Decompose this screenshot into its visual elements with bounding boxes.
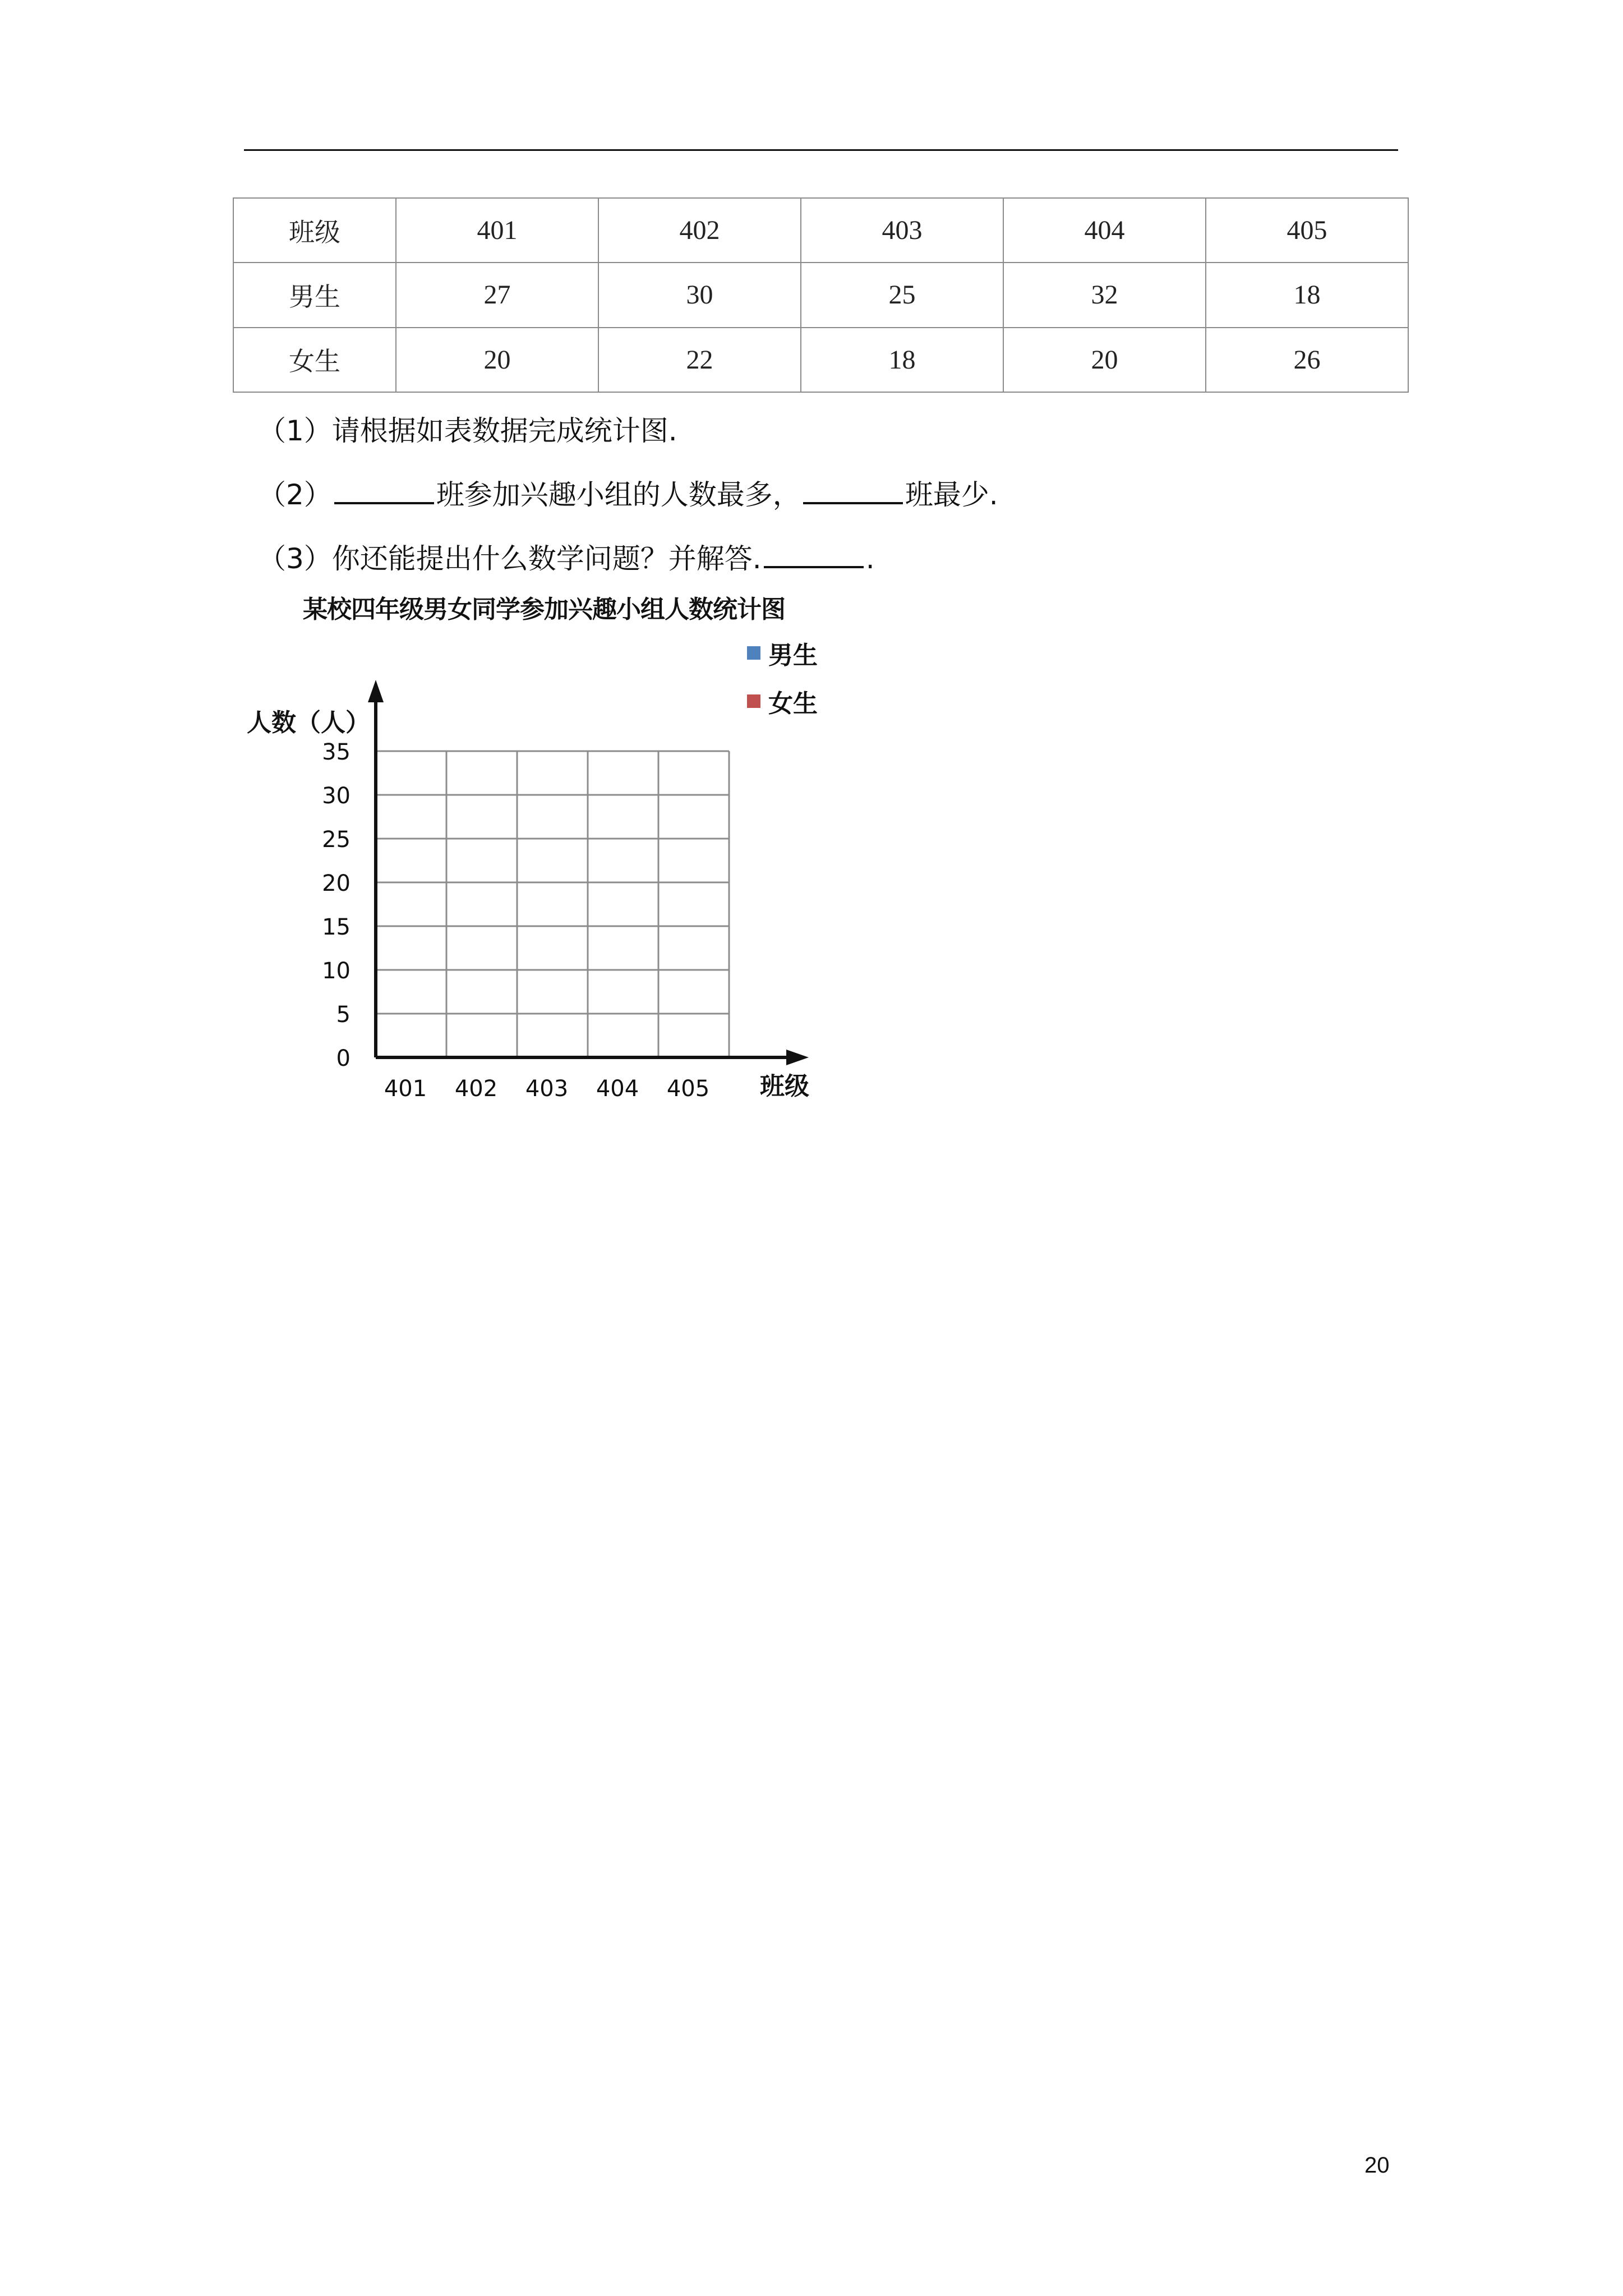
y-tick-labels bbox=[322, 739, 351, 1071]
table-cell: 20 bbox=[1003, 328, 1206, 392]
y-tick-label: 20 bbox=[322, 871, 351, 896]
question-2-middle: 班参加兴趣小组的人数最多， bbox=[436, 478, 801, 511]
x-tick-labels bbox=[384, 1076, 709, 1102]
y-axis-arrow-icon bbox=[368, 680, 384, 702]
x-tick-label: 404 bbox=[596, 1076, 639, 1102]
table-cell: 女生 bbox=[233, 328, 396, 392]
question-2-suffix: 班最少. bbox=[905, 478, 998, 511]
table-cell: 401 bbox=[396, 198, 598, 263]
x-axis-arrow-icon bbox=[786, 1050, 809, 1065]
y-tick-label: 30 bbox=[322, 783, 351, 809]
question-3-prefix: （3）你还能提出什么数学问题？并解答. bbox=[258, 542, 762, 575]
legend-label-girls: 女生 bbox=[768, 689, 818, 718]
y-tick-label: 15 bbox=[322, 914, 351, 940]
table-cell: 班级 bbox=[233, 198, 396, 263]
table-cell: 男生 bbox=[233, 263, 396, 327]
chart-title: 某校四年级男女同学参加兴趣小组人数统计图 bbox=[303, 595, 785, 624]
table-cell: 18 bbox=[801, 328, 1003, 392]
x-tick-label: 402 bbox=[454, 1076, 498, 1102]
legend-label-boys: 男生 bbox=[768, 641, 818, 670]
table-cell: 26 bbox=[1206, 328, 1408, 392]
table-cell: 404 bbox=[1003, 198, 1206, 263]
table-cell: 22 bbox=[598, 328, 801, 392]
table-cell: 30 bbox=[598, 263, 801, 327]
table-cell: 32 bbox=[1003, 263, 1206, 327]
chart-grid bbox=[376, 751, 729, 1057]
x-axis-label: 班级 bbox=[760, 1072, 809, 1101]
x-tick-label: 405 bbox=[666, 1076, 710, 1102]
y-tick-label: 5 bbox=[336, 1002, 351, 1028]
x-tick-label: 403 bbox=[525, 1076, 569, 1102]
y-tick-label: 10 bbox=[322, 958, 351, 984]
table-cell: 25 bbox=[801, 263, 1003, 327]
table-cell: 403 bbox=[801, 198, 1003, 263]
question-3-suffix: . bbox=[865, 542, 875, 575]
y-tick-label: 35 bbox=[322, 739, 351, 765]
table-cell: 405 bbox=[1206, 198, 1408, 263]
y-axis-label: 人数（人） bbox=[247, 708, 370, 737]
question-2-prefix: （2） bbox=[258, 478, 332, 511]
page-number: 20 bbox=[1364, 2153, 1390, 2178]
table-cell: 18 bbox=[1206, 263, 1408, 327]
x-tick-label: 401 bbox=[384, 1076, 427, 1102]
table-cell: 20 bbox=[396, 328, 598, 392]
table-cell: 27 bbox=[396, 263, 598, 327]
question-1: （1）请根据如表数据完成统计图. bbox=[258, 415, 677, 447]
y-tick-label: 25 bbox=[322, 827, 351, 853]
table-cell: 402 bbox=[598, 198, 801, 263]
y-tick-label: 0 bbox=[336, 1046, 351, 1071]
